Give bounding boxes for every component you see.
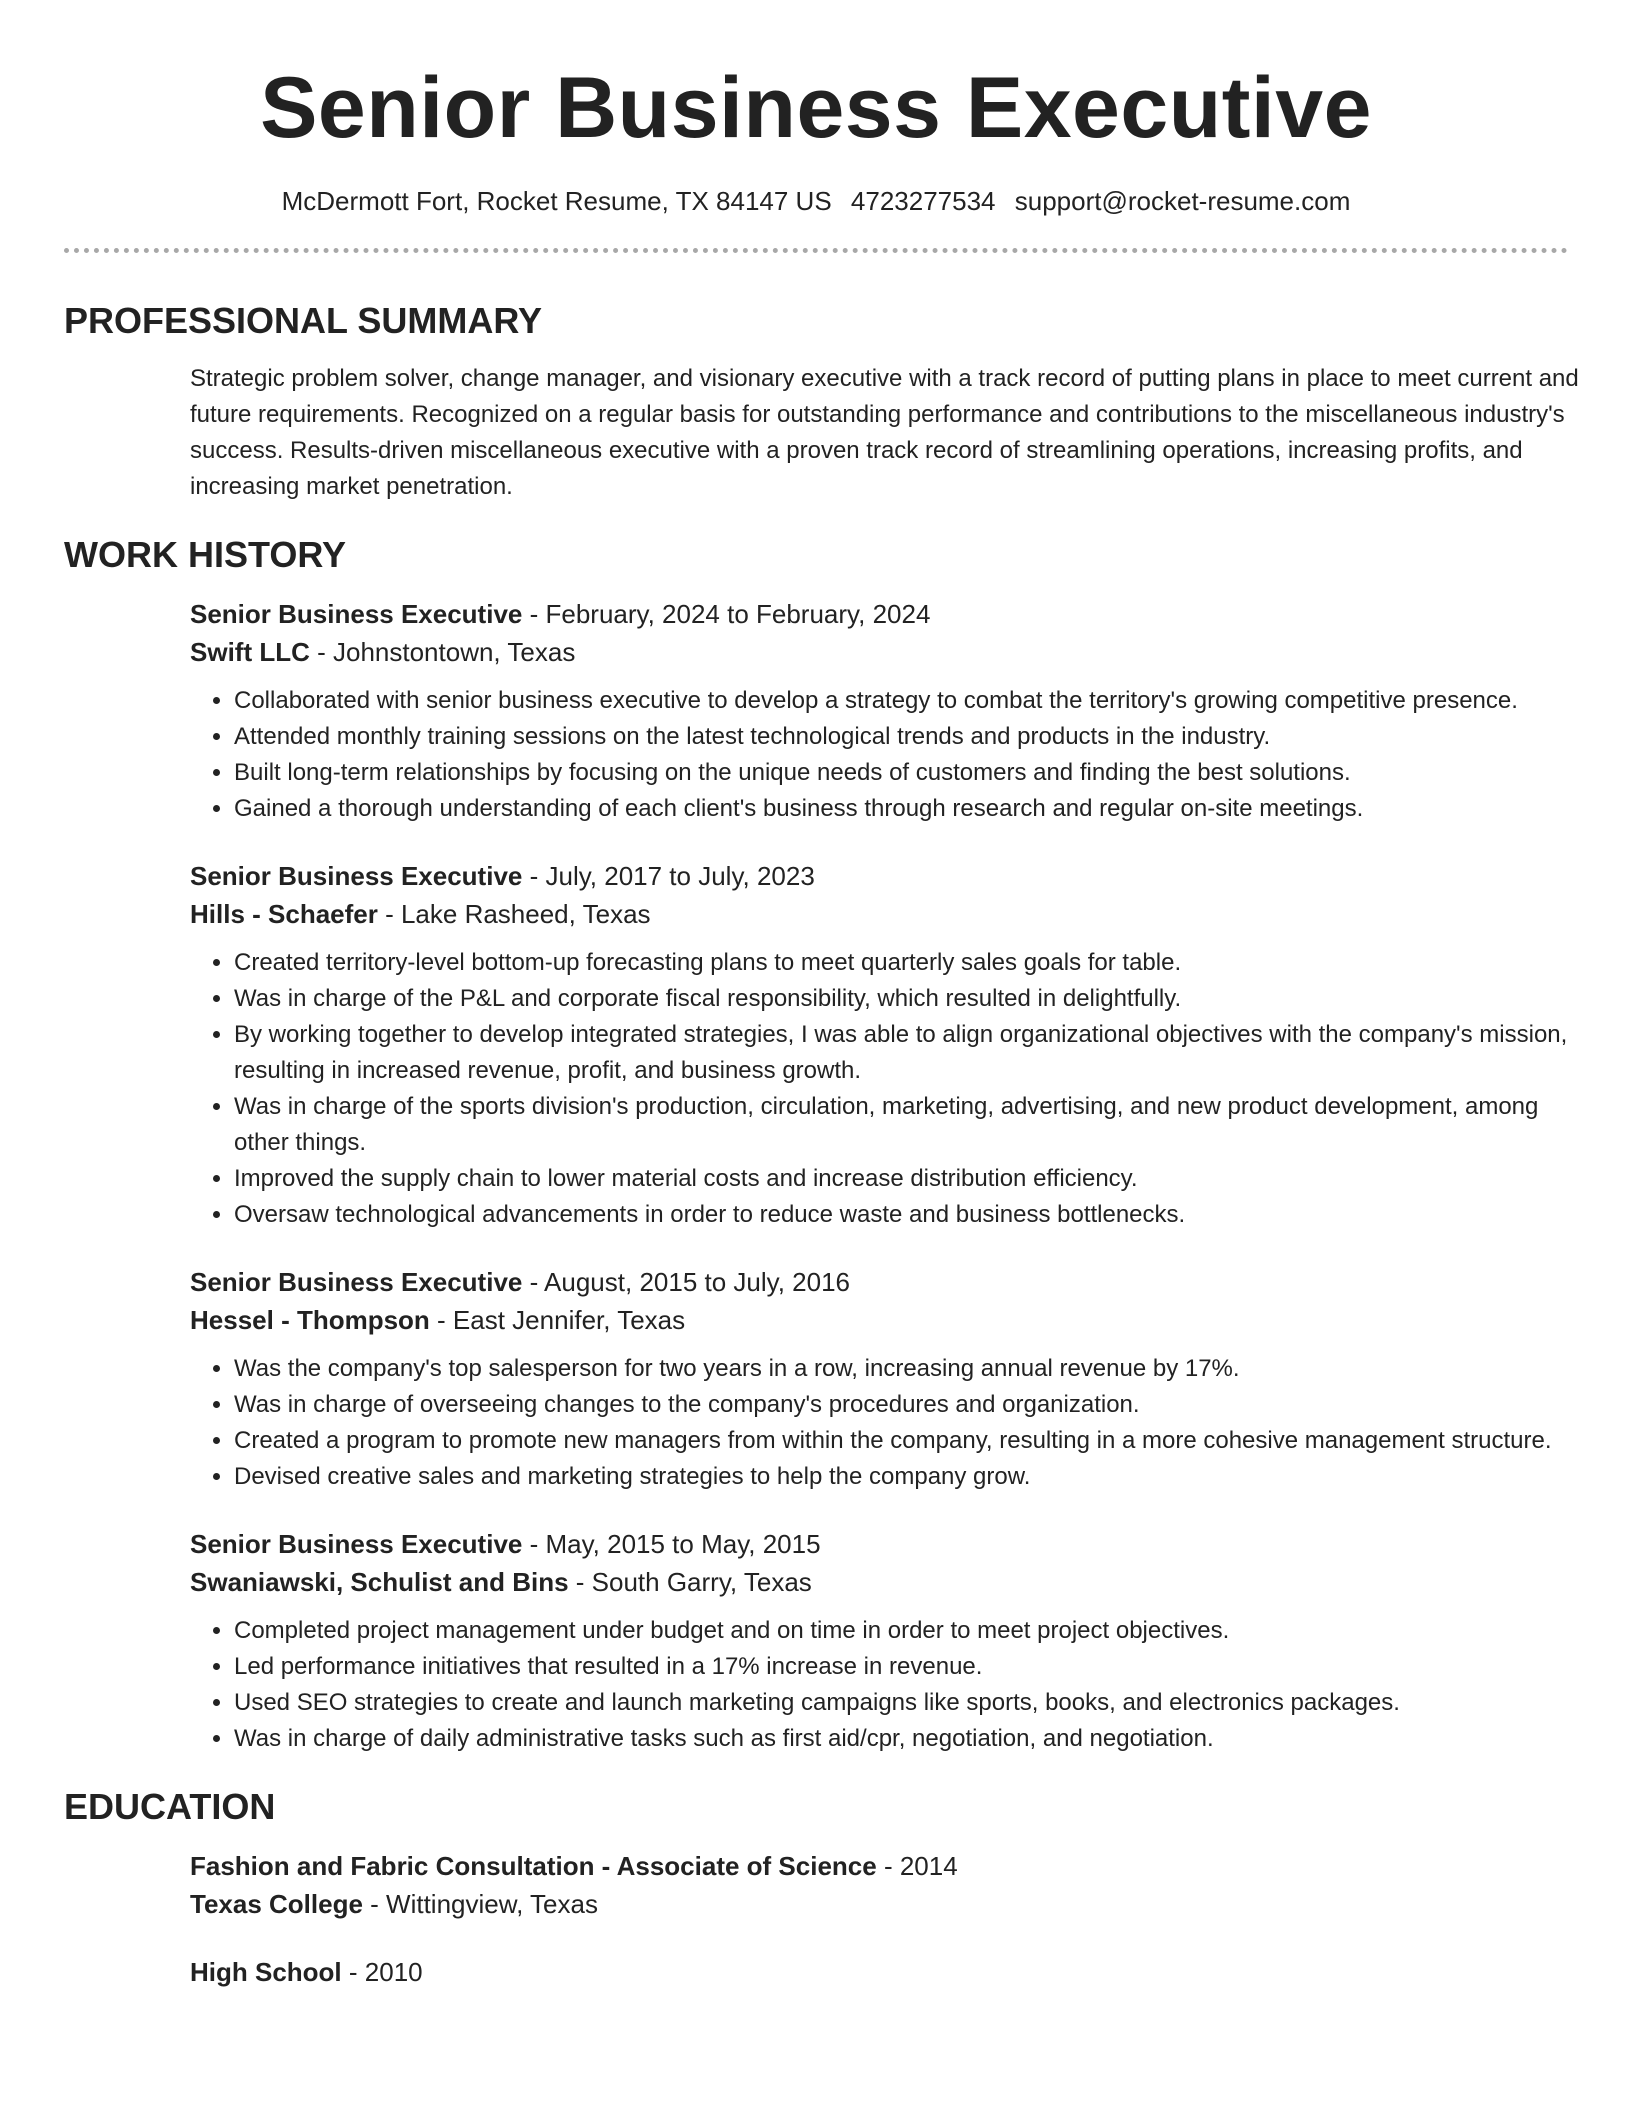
contact-phone: 4723277534 [850,186,996,216]
education-degree-line [190,1847,1580,1885]
job-bullets [190,683,1580,827]
summary-title: PROFESSIONAL SUMMARY [64,300,543,341]
job-bullet: • Was in charge of the P&L and corporate fiscal responsibility, which resulted in delightfully. [234,981,1580,1017]
job-title-line [190,1263,1580,1301]
education-school: Texas College [190,1889,363,1919]
job-dates: - May, 2015 to May, 2015 [522,1529,821,1559]
education-entry [190,1847,1580,1923]
job-dates: - July, 2017 to July, 2023 [522,861,815,891]
contact-address: McDermott Fort, Rocket Resume, TX 84147 US [281,186,832,216]
education-degree-line [190,1953,1580,1991]
job-entry [190,1525,1580,1757]
job-company: Swaniawski, Schulist and Bins [190,1567,569,1597]
job-bullet: • Was in charge of overseeing changes to the company's procedures and organization. [234,1387,1580,1423]
job-bullet: • By working together to develop integrated strategies, I was able to align organizational objectives with the company's mission, resulting in increased revenue, profit, and business growth. [234,1017,1580,1089]
resume-page [64,0,1579,1991]
job-bullet: • Built long-term relationships by focusing on the unique needs of customers and finding the best solutions. [234,755,1580,791]
job-dates: - February, 2024 to February, 2024 [522,599,931,629]
job-bullet: • Attended monthly training sessions on the latest technological trends and products in the industry. [234,719,1580,755]
job-role: Senior Business Executive [190,599,523,629]
job-entry [190,595,1580,827]
summary-section [64,299,1579,505]
job-company-line [190,1563,1580,1601]
contact-email: support@rocket-resume.com [1014,186,1351,216]
education-degree: High School [190,1957,342,1987]
job-bullets [190,945,1580,1233]
job-location: - South Garry, Texas [568,1567,812,1597]
job-company: Hills - Schaefer [190,899,378,929]
education-location: - Wittingview, Texas [362,1889,598,1919]
education-degree: Fashion and Fabric Consultation - Associate of Science [190,1851,877,1881]
job-dates: - August, 2015 to July, 2016 [522,1267,851,1297]
job-bullet: • Created territory-level bottom-up forecasting plans to meet quarterly sales goals for table. [234,945,1580,981]
job-title-line [190,595,1580,633]
work-history-section [64,533,1568,1757]
job-bullet: • Used SEO strategies to create and launch marketing campaigns like sports, books, and electronics packages. [234,1685,1580,1721]
job-entry [190,857,1580,1233]
job-company: Hessel - Thompson [190,1305,430,1335]
job-role: Senior Business Executive [190,1267,523,1297]
resume-name: Senior Business Executive [260,60,1372,156]
job-company-line [190,895,1580,933]
education-school-line [190,1885,1580,1923]
job-title-line [190,857,1580,895]
job-bullets [190,1351,1580,1495]
education-year: - 2014 [876,1851,958,1881]
job-title-line [190,1525,1580,1563]
work-history-title: WORK HISTORY [64,534,347,575]
summary-text: Strategic problem solver, change manager, and visionary executive with a track record of putting plans in place to meet current and future requirements. Recognized on a regular basis for outstanding performance and contributions to the miscellaneous industry's success. Results-driven miscellaneous executive with a proven track record of streamlining operations, increasing profits, and increasing market penetration. [190,365,1579,500]
education-year: - 2010 [341,1957,423,1987]
header-divider [64,248,1568,253]
job-bullet: • Was in charge of the sports division's production, circulation, marketing, advertising, and new product development, among other things. [234,1089,1580,1161]
job-entry [190,1263,1580,1495]
job-role: Senior Business Executive [190,1529,523,1559]
job-bullets [190,1613,1580,1757]
job-bullet: • Gained a thorough understanding of each client's business through research and regular on-site meetings. [234,791,1580,827]
job-bullet: • Was in charge of daily administrative tasks such as first aid/cpr, negotiation, and negotiation. [234,1721,1580,1757]
job-bullet: • Improved the supply chain to lower material costs and increase distribution efficiency. [234,1161,1580,1197]
job-bullet: • Completed project management under budget and on time in order to meet project objectives. [234,1613,1580,1649]
job-bullet: • Was the company's top salesperson for two years in a row, increasing annual revenue by 17%. [234,1351,1580,1387]
job-bullet: • Created a program to promote new managers from within the company, resulting in a more cohesive management structure. [234,1423,1580,1459]
job-location: - Lake Rasheed, Texas [377,899,651,929]
job-location: - East Jennifer, Texas [429,1305,686,1335]
job-bullet: • Devised creative sales and marketing strategies to help the company grow. [234,1459,1580,1495]
education-section [64,1785,1568,1991]
education-entry [190,1953,1580,1991]
job-company-line [190,1301,1580,1339]
job-company-line [190,633,1580,671]
job-bullet: • Led performance initiatives that resulted in a 17% increase in revenue. [234,1649,1580,1685]
job-role: Senior Business Executive [190,861,523,891]
education-title: EDUCATION [64,1786,276,1827]
job-bullet: • Oversaw technological advancements in order to reduce waste and business bottlenecks. [234,1197,1580,1233]
contact-line [64,184,1568,218]
job-location: - Johnstontown, Texas [309,637,576,667]
job-bullet: • Collaborated with senior business executive to develop a strategy to combat the territory's growing competitive presence. [234,683,1580,719]
job-company: Swift LLC [190,637,310,667]
